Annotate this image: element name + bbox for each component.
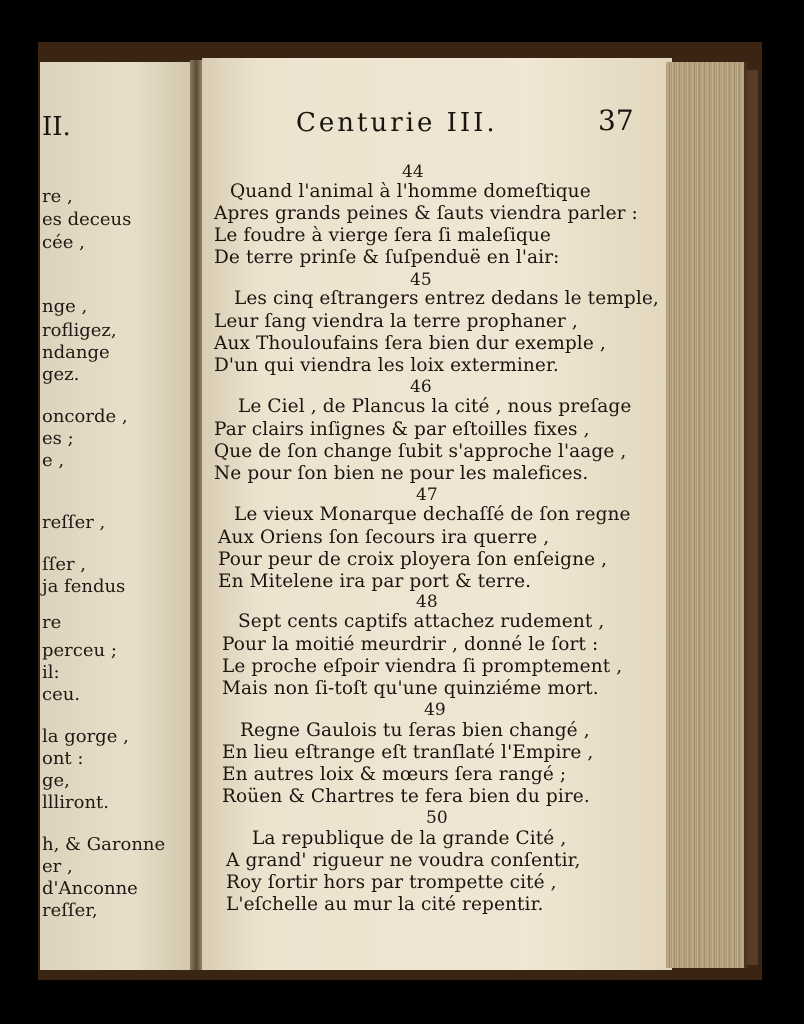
- verse-line: Pour la moitié meurdrir , donné le ſort :: [222, 634, 599, 655]
- verse-line: Le foudre à vierge ſera ſi maleſique: [214, 225, 551, 246]
- verse-line: Apres grands peines & ſauts viendra parler :: [214, 203, 638, 224]
- verse-number: 49: [424, 700, 446, 720]
- verse-line: D'un qui viendra les loix exterminer.: [214, 355, 559, 376]
- left-line: ge,: [42, 770, 70, 791]
- left-line: perceu ;: [42, 640, 117, 661]
- left-line: re ,: [42, 186, 73, 207]
- verse-number: 48: [416, 592, 438, 612]
- left-line: llliront.: [42, 792, 110, 813]
- verse-line: Par clairs inſignes & par eſtoilles fixes ,: [214, 419, 590, 440]
- verse-line: La republique de la grande Cité ,: [252, 828, 567, 849]
- left-line: cée ,: [42, 232, 85, 253]
- verse-line: Ne pour ſon bien ne pour les malefices.: [214, 463, 589, 484]
- verse-line: Aux Oriens ſon ſecours ira querre ,: [218, 527, 550, 548]
- verse-line: L'eſchelle au mur la cité repentir.: [226, 894, 544, 915]
- left-line: ceu.: [42, 684, 81, 705]
- verse-line: Quand l'animal à l'homme domeſtique: [230, 181, 591, 202]
- left-line: e ,: [42, 450, 65, 471]
- verse-line: Roüen & Chartres te fera bien du pire.: [222, 786, 590, 807]
- left-line: er ,: [42, 856, 73, 877]
- left-line: ndange: [42, 342, 110, 363]
- verse-line: Pour peur de croix ployera ſon enſeigne ,: [218, 549, 608, 570]
- left-line: reſſer,: [42, 900, 98, 921]
- verse-line: Leur ſang viendra la terre prophaner ,: [214, 311, 578, 332]
- verse-number: 45: [410, 270, 432, 290]
- left-line: ſſer ,: [42, 554, 87, 575]
- left-line: rofligez,: [42, 320, 117, 341]
- left-line: nge ,: [42, 296, 88, 317]
- verse-line: En Mitelene ira par port & terre.: [218, 571, 532, 592]
- left-line: il:: [42, 662, 60, 683]
- page-number: 37: [598, 104, 634, 137]
- verse-line: Regne Gaulois tu ſeras bien changé ,: [240, 720, 590, 741]
- verse-line: De terre prinſe & ſuſpenduë en l'air:: [214, 247, 560, 268]
- left-line: d'Anconne: [42, 878, 138, 899]
- verse-number: 50: [426, 808, 448, 828]
- verse-line: Les cinq eſtrangers entrez dedans le temple,: [234, 288, 659, 309]
- left-line: gez.: [42, 364, 80, 385]
- left-line: oncorde ,: [42, 406, 128, 427]
- page-title: Centurie III.: [296, 108, 498, 138]
- verse-line: A grand' rigueur ne voudra conſentir,: [226, 850, 581, 871]
- verse-number: 46: [410, 377, 432, 397]
- verse-line: En lieu eſtrange eſt tranſlaté l'Empire ,: [222, 742, 594, 763]
- left-line: re: [42, 612, 62, 633]
- left-line: ja fendus: [42, 576, 126, 597]
- verse-line: Roy ſortir hors par trompette cité ,: [226, 872, 557, 893]
- left-line: la gorge ,: [42, 726, 129, 747]
- verse-line: Mais non ſi-toſt qu'une quinziéme mort.: [222, 678, 599, 699]
- verse-number: 44: [402, 162, 424, 182]
- verse-number: 47: [416, 485, 438, 505]
- verse-line: Sept cents captifs attachez rudement ,: [238, 611, 605, 632]
- left-page-header: II.: [42, 112, 71, 142]
- left-line: h, & Garonne: [42, 834, 166, 855]
- verse-line: Aux Thouloufains ſera bien dur exemple ,: [214, 333, 606, 354]
- left-line: ont :: [42, 748, 84, 769]
- page-edges: [666, 62, 747, 968]
- verse-line: Le Ciel , de Plancus la cité , nous preſage: [238, 396, 632, 417]
- left-line: reſſer ,: [42, 512, 106, 533]
- left-line: es ;: [42, 428, 74, 449]
- verse-line: Le proche eſpoir viendra ſi promptement ,: [222, 656, 623, 677]
- verse-line: En autres loix & mœurs ſera rangé ;: [222, 764, 567, 785]
- verse-line: Le vieux Monarque dechaſſé de ſon regne: [234, 504, 631, 525]
- verse-line: Que de ſon change ſubit s'approche l'aage ,: [214, 441, 627, 462]
- left-line: es deceus: [42, 209, 132, 230]
